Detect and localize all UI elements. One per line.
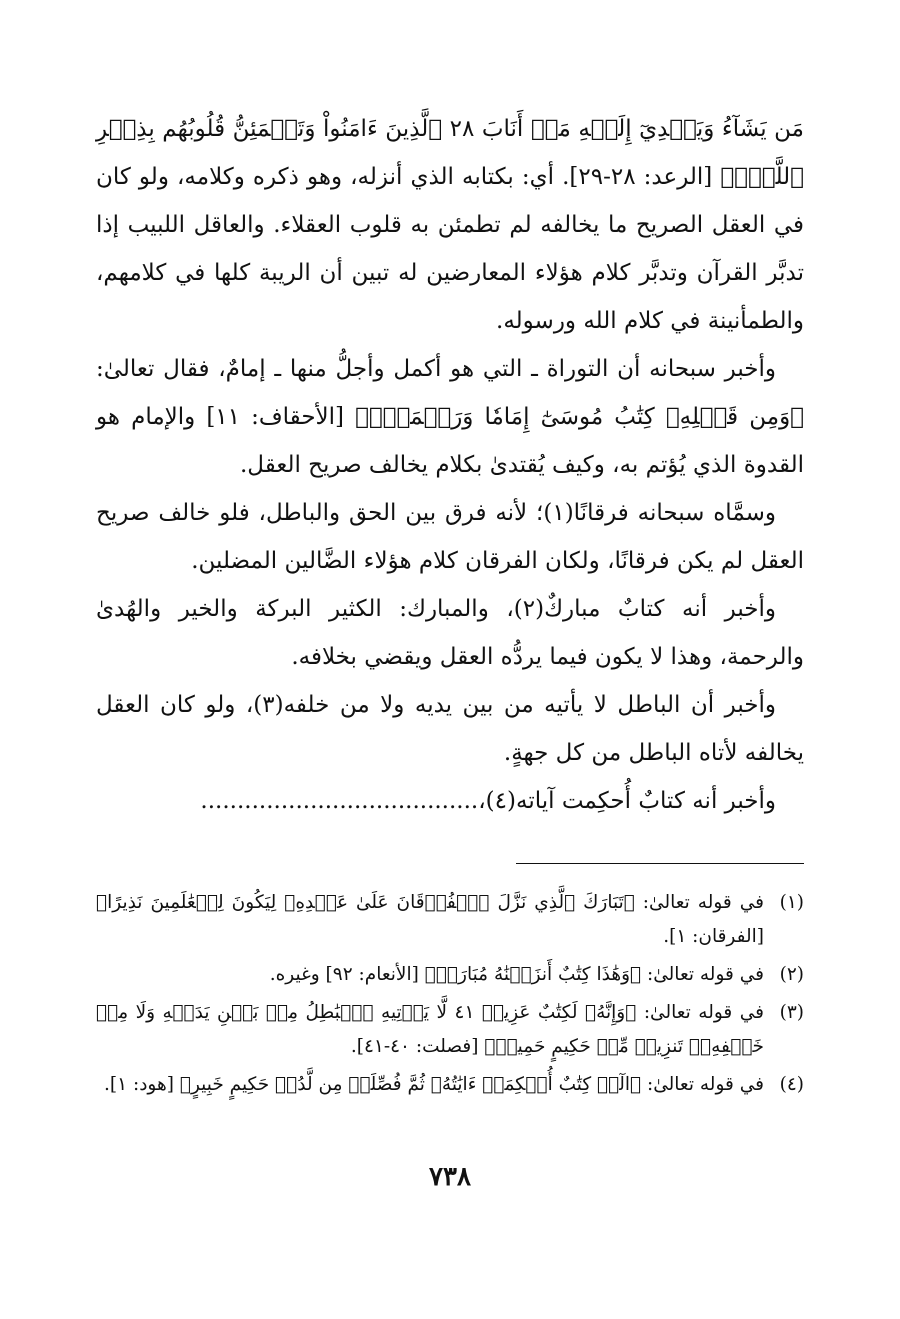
paragraph-2 [96, 345, 804, 489]
footnote-item [96, 958, 804, 992]
footnote-text: في قوله تعالىٰ: ﴿الٓرۚ كِتَٰبٌ أُحۡكِمَتۡ ءَايَٰتُهُۥ ثُمَّ فُصِّلَتۡ مِن لَّدُنۡ حَكِيمٍ خَبِيرٍ﴾ [هود: ١]. [104, 1074, 764, 1095]
footnote-divider [516, 863, 804, 864]
footnote-ref-2: (٢) [513, 596, 545, 622]
paragraph-3 [96, 489, 804, 585]
footnote-item [96, 1068, 804, 1102]
main-text [96, 105, 804, 825]
footnotes [96, 886, 804, 1106]
paragraph-2-lead: وأخبر سبحانه أن التوراة ـ التي هو أكمل وأجلُّ منها ـ إمامٌ، فقال تعالىٰ: [96, 356, 776, 382]
quran-verse: ﴿وَمِن قَبۡلِهِۦ كِتَٰبُ مُوسَىٰٓ إِمَامٗا وَرَحۡمَةٗۚ﴾ [355, 404, 804, 430]
footnote-text: في قوله تعالىٰ: ﴿وَإِنَّهُۥ لَكِتَٰبٌ عَزِيزٞ ٤١ لَّا يَأۡتِيهِ ٱلۡبَٰطِلُ مِنۢ بَيۡنِ يَدَيۡهِ وَلَا مِنۡ خَلۡفِهِۦۖ تَنزِيلٞ مِّنۡ حَكِيمٍ حَمِيدٖ﴾ [فصلت: ٤٠-٤١]. [96, 1002, 764, 1057]
footnote-item [96, 886, 804, 954]
paragraph-6-lead: وأخبر أنه كتابٌ أُحكِمت آياته [516, 788, 776, 814]
footnote-ref-1: (١) [543, 500, 574, 526]
paragraph-3-lead: وسمَّاه سبحانه فرقانًا [573, 500, 776, 526]
footnote-ref-4: (٤) [485, 788, 516, 814]
paragraph-1: مَن يَشَآءُ وَيَهۡدِيٓ إِلَيۡهِ مَنۡ أَنَابَ ٢٨ ٱلَّذِينَ ءَامَنُواْ وَتَطۡمَئِنُّ قُلُوبُهُم بِذِكۡرِ ٱللَّهِۗ﴾ [الرعد: ٢٨-٢٩]. أي: بكتابه الذي أنزله، وهو ذكره وكلامه، ولو كان في العقل الصريح ما يخالفه لم تطمئن به قلوب العقلاء. والعاقل اللبيب إذا تدبَّر القرآن وتدبَّر كلام هؤلاء المعارضين له تبين أن الريبة كلها في كلامهم، والطمأنينة في كلام الله ورسوله. [96, 116, 804, 334]
paragraph-4 [96, 585, 804, 681]
footnote-text: في قوله تعالىٰ: ﴿وَهَٰذَا كِتَٰبٌ أَنزَلۡنَٰهُ مُبَارَكٞ﴾ [الأنعام: ٩٢] وغيره. [269, 964, 764, 985]
paragraph-5-lead: وأخبر أن الباطل لا يأتيه من بين يديه ولا من خلفه [283, 692, 776, 718]
paragraph-3-tail: ؛ لأنه فرق بين الحق والباطل، فلو خالف صريح العقل لم يكن فرقانًا، ولكان الفرقان كلام هؤلاء الضَّالين المضلين. [96, 500, 804, 574]
footnote-item [96, 996, 804, 1064]
paragraph-2-tail: [الأحقاف: ١١] والإمام هو القدوة الذي يُؤتم به، وكيف يُقتدىٰ بكلام يخالف صريح العقل. [96, 404, 804, 478]
paragraph-5 [96, 681, 804, 777]
footnote-ref-3: (٣) [253, 692, 284, 718]
footnote-number: (٤) [779, 1074, 804, 1095]
paragraph-6-tail: ،...................................... [200, 788, 486, 814]
paragraph-4-lead: وأخبر أنه كتابٌ مباركٌ [544, 596, 776, 622]
footnote-text: في قوله تعالىٰ: ﴿تَبَارَكَ ٱلَّذِي نَزَّلَ ٱلۡفُرۡقَانَ عَلَىٰ عَبۡدِهِۦ لِيَكُونَ لِلۡعَٰلَمِينَ نَذِيرًا﴾ [الفرقان: ١]. [96, 892, 764, 947]
paragraph-5-tail: ، ولو كان العقل يخالفه لأتاه الباطل من كل جهةٍ. [96, 692, 804, 766]
footnote-number: (١) [779, 892, 804, 913]
paragraph-4-tail: ، والمبارك: الكثير البركة والخير والهُدىٰ والرحمة، وهذا لا يكون فيما يردُّه العقل ويقضي بخلافه. [96, 596, 804, 670]
footnote-number: (٣) [779, 1002, 804, 1023]
page-number: ٧٣٨ [429, 1162, 471, 1192]
footnote-number: (٢) [779, 964, 804, 985]
paragraph-6 [96, 777, 804, 825]
